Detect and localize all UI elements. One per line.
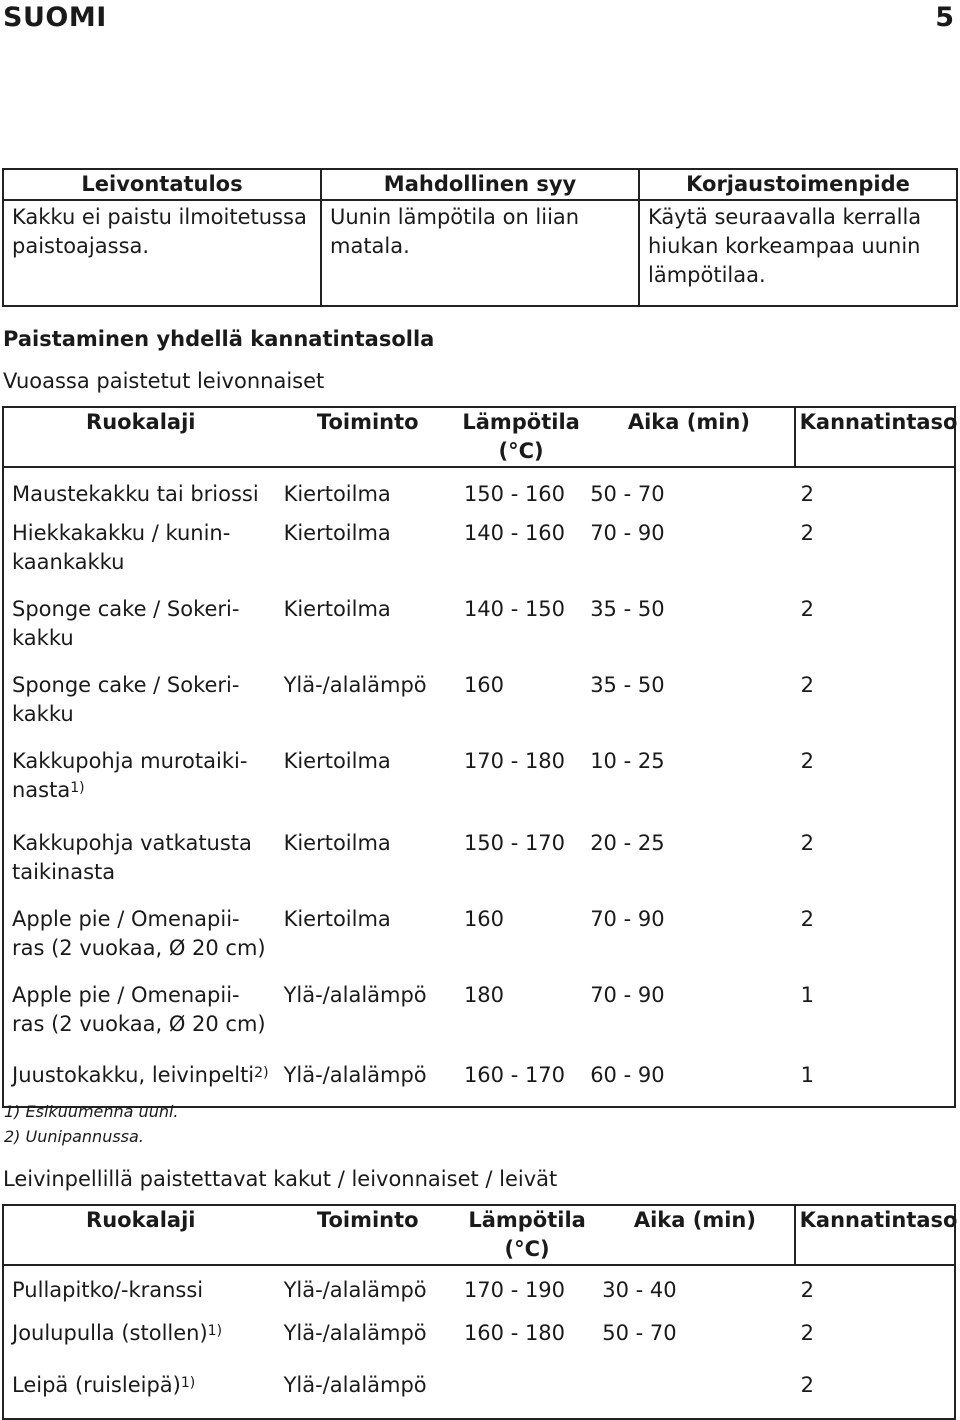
dish-cell [3,1051,278,1107]
level-cell: 2 [800,1373,814,1397]
table-row [3,975,955,1051]
dish-name: Apple pie / Omenapii-ras (2 vuokaa, Ø 20 cm) [12,907,266,960]
func-cell: Ylä-/alalämpö [283,1063,427,1087]
temp-cell: 160 [463,673,505,697]
time-cell: 30 - 40 [602,1278,677,1302]
dish-cell [3,665,278,741]
troubleshooting-table [2,168,958,307]
table-row [3,1051,955,1107]
footnote-marker: 1) [70,780,85,796]
time-cell: 35 - 50 [590,673,665,697]
temp-cell: 160 - 170 [463,1063,566,1087]
func-cell: Kiertoilma [283,831,391,855]
func-cell: Ylä-/alalämpö [283,1373,427,1397]
table-row [3,1265,955,1311]
level-cell: 2 [800,482,814,506]
footnote-marker: 2) [254,1065,269,1081]
table-row [3,513,955,589]
temp-cell: 180 [463,983,505,1007]
section-subtitle: Leivinpellillä paistettavat kakut / leivonnaiset / leivät [3,1167,558,1191]
time-cell: 10 - 25 [590,749,665,773]
time-cell: 35 - 50 [590,597,665,621]
func-cell: Ylä-/alalämpö [283,1278,427,1302]
table-row [3,200,957,306]
column-header: Ruokalaji [3,407,278,467]
dish-name: Juustokakku, leivinpelti [12,1063,255,1087]
temp-cell: 150 - 160 [463,482,566,506]
column-header: Aika (min) [584,407,794,467]
dish-cell [3,1265,278,1311]
func-cell: Ylä-/alalämpö [283,1321,427,1345]
time-cell: 70 - 90 [590,521,665,545]
dish-cell [3,975,278,1051]
func-cell: Ylä-/alalämpö [283,673,427,697]
table-row [3,467,955,513]
table-cell: Uunin lämpötila on liian matala. [321,200,639,306]
temp-cell: 160 - 180 [463,1321,566,1345]
level-cell: 2 [800,597,814,621]
dish-cell [3,589,278,665]
dish-cell [3,741,278,823]
footnote: 1) Esikuumenna uuni. [4,1102,179,1121]
column-header: Mahdollinen syy [321,169,639,200]
dish-name: Hiekkakakku / kunin-kaankakku [12,521,231,574]
func-cell: Kiertoilma [283,521,391,545]
temp-cell: 170 - 190 [463,1278,566,1302]
footnote-marker: 1) [180,1375,196,1391]
level-cell: 2 [800,1278,814,1302]
dish-cell [3,467,278,513]
section-subtitle: Vuoassa paistetut leivonnaiset [3,369,325,393]
func-cell: Kiertoilma [283,749,391,773]
dish-name: Pullapitko/-kranssi [12,1278,204,1302]
table-header-row [3,169,957,200]
temp-cell: 160 [463,907,505,931]
temp-cell: 140 - 160 [463,521,566,545]
temp-cell: 140 - 150 [463,597,566,621]
column-header: Korjaustoimenpide [639,169,957,200]
level-cell: 2 [800,831,814,855]
column-header: Ruokalaji [3,1205,278,1265]
time-cell: 50 - 70 [590,482,665,506]
temp-cell: 170 - 180 [463,749,566,773]
dish-cell [3,823,278,899]
tray-baking-table [2,1204,956,1420]
dish-name: Apple pie / Omenapii-ras (2 vuokaa, Ø 20 cm) [12,983,266,1036]
table-header-row [3,1205,955,1265]
column-header: Aika (min) [596,1205,794,1265]
time-cell: 50 - 70 [602,1321,677,1345]
footnote-marker: 1) [207,1323,223,1339]
dish-cell [3,899,278,975]
func-cell: Kiertoilma [283,597,391,621]
time-cell: 70 - 90 [590,983,665,1007]
table-row [3,665,955,741]
temp-cell [458,1363,596,1419]
dish-cell [3,513,278,589]
dish-name: Joulupulla (stollen) [12,1321,208,1345]
level-cell: 2 [800,907,814,931]
column-header: Toiminto [278,407,458,467]
column-header: Leivontatulos [3,169,321,200]
column-header: Kannatintaso [795,407,955,467]
dish-name: Sponge cake / Sokeri-kakku [12,673,240,726]
dish-name: Sponge cake / Sokeri-kakku [12,597,240,650]
table-row [3,589,955,665]
level-cell: 2 [800,521,814,545]
dish-name: Leipä (ruisleipä) [12,1373,181,1397]
column-header: Kannatintaso [795,1205,955,1265]
dish-name: Maustekakku tai briossi [12,482,259,506]
footnote: 2) Uunipannussa. [4,1127,144,1146]
level-cell: 1 [800,1063,814,1087]
mold-baking-table [2,406,956,1108]
column-header: Lämpötila (°C) [458,407,584,467]
table-cell: Kakku ei paistu ilmoitetussa paistoajassa. [3,200,321,306]
table-row [3,823,955,899]
column-header: Lämpötila (°C) [458,1205,596,1265]
table-row [3,741,955,823]
page-header [0,0,960,36]
dish-name: Kakkupohja murotaiki-nasta [12,749,248,802]
func-cell: Ylä-/alalämpö [283,983,427,1007]
table-row [3,899,955,975]
column-header: Toiminto [278,1205,458,1265]
section-title: Paistaminen yhdellä kannatintasolla [3,327,435,351]
language-title: SUOMI [3,2,107,33]
time-cell: 20 - 25 [590,831,665,855]
dish-cell [3,1311,278,1363]
level-cell: 2 [800,1321,814,1345]
func-cell: Kiertoilma [283,907,391,931]
table-row [3,1363,955,1419]
page-number: 5 [935,2,954,33]
func-cell: Kiertoilma [283,482,391,506]
dish-cell [3,1363,278,1419]
table-row [3,1311,955,1363]
table-cell: Käytä seuraavalla kerralla hiukan korkeampaa uunin lämpötilaa. [639,200,957,306]
temp-cell: 150 - 170 [463,831,566,855]
time-cell [596,1363,794,1419]
table-header-row [3,407,955,467]
time-cell: 70 - 90 [590,907,665,931]
level-cell: 2 [800,673,814,697]
time-cell: 60 - 90 [590,1063,665,1087]
level-cell: 2 [800,749,814,773]
dish-name: Kakkupohja vatkatusta taikinasta [12,831,252,884]
level-cell: 1 [800,983,814,1007]
